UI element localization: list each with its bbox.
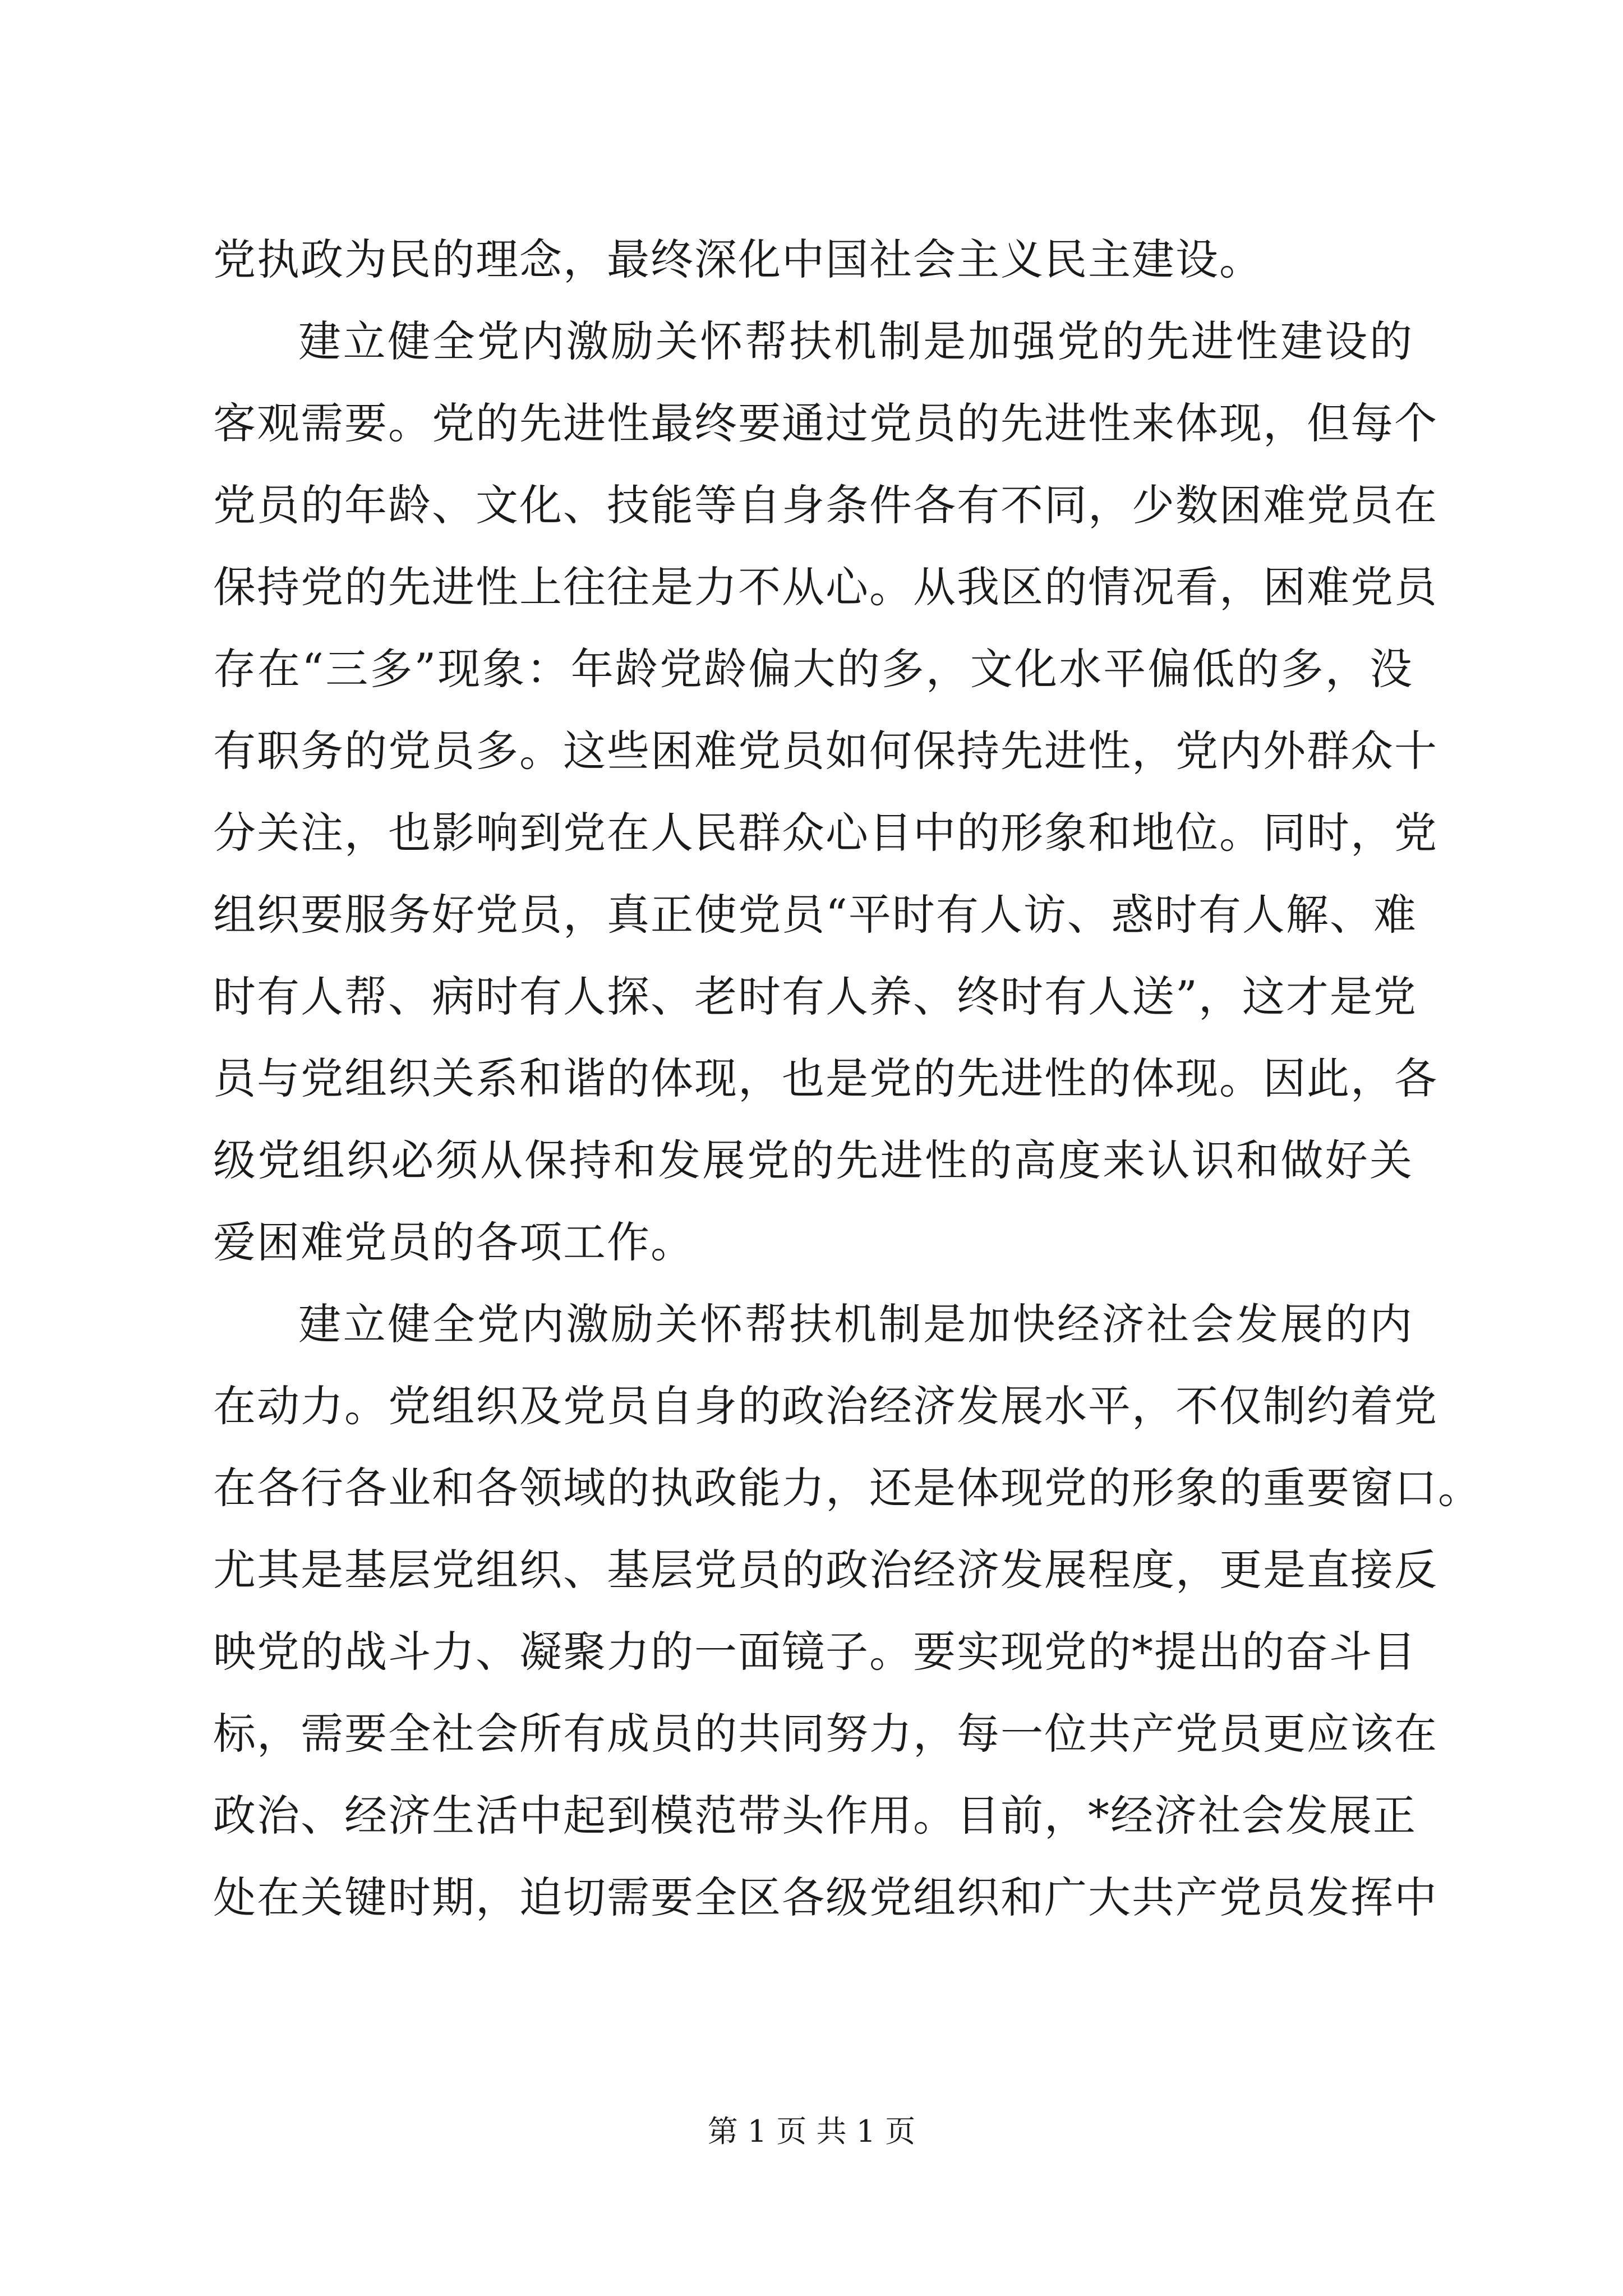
text-line: 映党的战斗力、凝聚力的一面镜子。要实现党的*提出的奋斗目 — [213, 1627, 1417, 1677]
text-line: 员与党组织关系和谐的体现，也是党的先进性的体现。因此，各 — [213, 1053, 1438, 1103]
text-line: 尤其是基层党组织、基层党员的政治经济发展程度，更是直接反 — [213, 1545, 1438, 1595]
text-line: 党员的年龄、文化、技能等自身条件各有不同，少数困难党员在 — [213, 480, 1438, 530]
page-number-footer: 第 1 页 共 1 页 — [707, 2114, 916, 2149]
text-line: 标，需要全社会所有成员的共同努力，每一位共产党员更应该在 — [213, 1709, 1438, 1759]
text-line: 级党组织必须从保持和发展党的先进性的高度来认识和做好关 — [213, 1135, 1413, 1185]
paragraph-start-line: 建立健全党内激励关怀帮扶机制是加快经济社会发展的内 — [298, 1299, 1413, 1349]
paragraph-start-line: 建立健全党内激励关怀帮扶机制是加强党的先进性建设的 — [298, 316, 1413, 366]
text-line: 组织要服务好党员，真正使党员“平时有人访、惑时有人解、难 — [213, 890, 1417, 940]
body-text — [213, 219, 1482, 1939]
text-line: 分关注，也影响到党在人民群众心目中的形象和地位。同时，党 — [213, 808, 1438, 858]
text-line: 党执政为民的理念，最终深化中国社会主义民主建设。 — [213, 234, 1263, 284]
text-line: 在动力。党组织及党员自身的政治经济发展水平，不仅制约着党 — [213, 1381, 1438, 1431]
text-line: 存在“三多”现象：年龄党龄偏大的多，文化水平偏低的多，没 — [213, 644, 1413, 694]
text-line: 时有人帮、病时有人探、老时有人养、终时有人送”，这才是党 — [213, 972, 1417, 1022]
paragraph-end-line: 爱困难党员的各项工作。 — [213, 1217, 694, 1267]
text-line: 客观需要。党的先进性最终要通过党员的先进性来体现，但每个 — [213, 398, 1438, 448]
text-line: 在各行各业和各领域的执政能力，还是体现党的形象的重要窗口。 — [213, 1463, 1482, 1513]
text-line: 政治、经济生活中起到模范带头作用。目前，*经济社会发展正 — [213, 1791, 1417, 1841]
text-line: 有职务的党员多。这些困难党员如何保持先进性，党内外群众十 — [213, 726, 1438, 776]
text-line: 保持党的先进性上往往是力不从心。从我区的情况看，困难党员 — [213, 562, 1438, 612]
text-line: 处在关键时期，迫切需要全区各级党组织和广大共产党员发挥中 — [213, 1872, 1438, 1922]
